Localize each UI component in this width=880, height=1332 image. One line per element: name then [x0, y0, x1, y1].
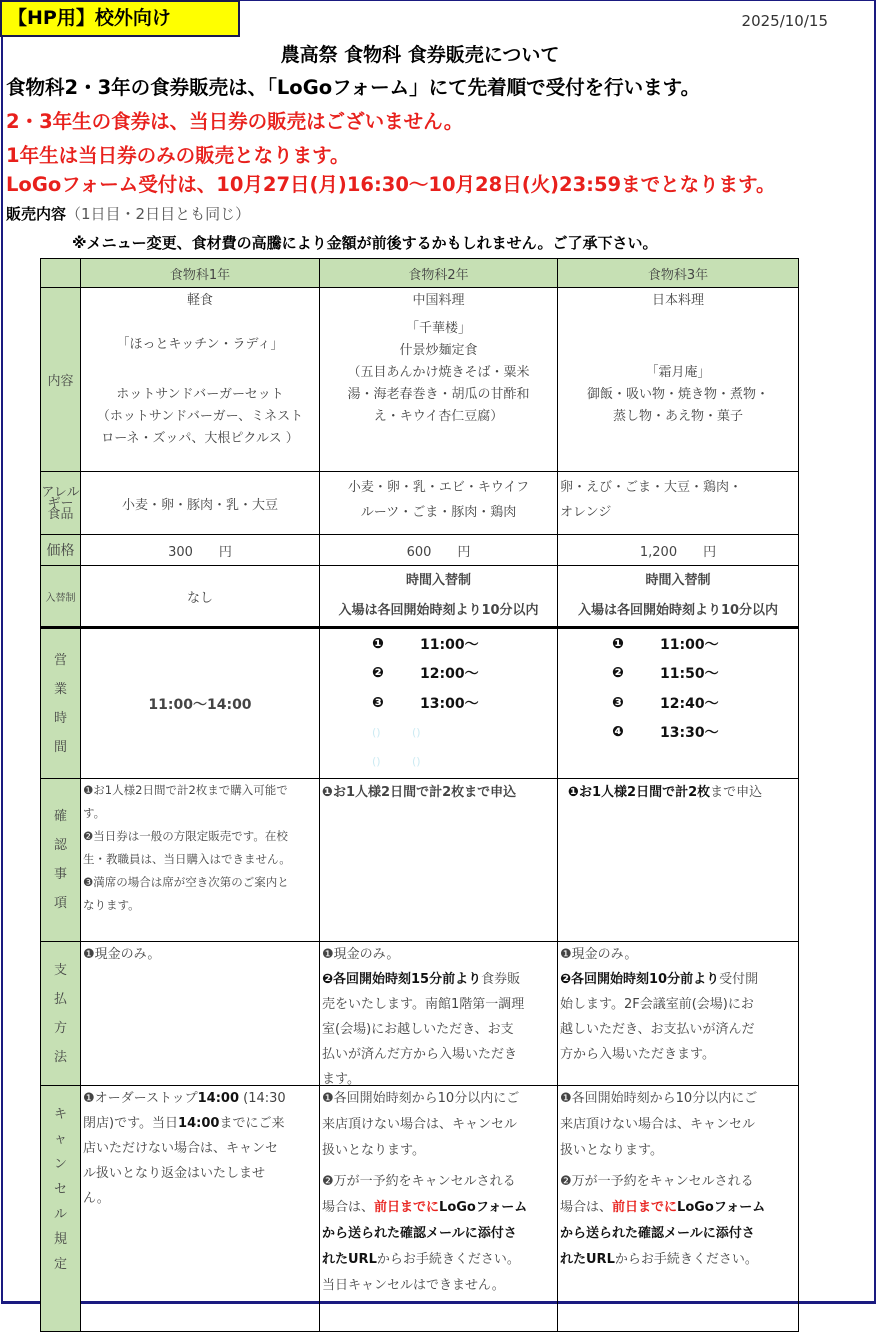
price-value: 300: [168, 544, 193, 560]
menu-table: [40, 258, 799, 1332]
cancel-line: [560, 1195, 798, 1221]
issue-date: 2025/10/15: [741, 12, 828, 30]
sales-heading: [6, 203, 250, 224]
payment-line: 払いが済んだ方から入場いただき: [322, 1047, 518, 1062]
slot-time: 12:40～: [660, 695, 719, 712]
confirm-line: なります。: [83, 898, 140, 912]
cancel-line: から送られた確認メールに添付さ: [322, 1226, 517, 1241]
payment-line: 売をいたします。南館1階第一調理: [322, 997, 525, 1012]
price-unit: 円: [703, 544, 717, 560]
sales-note: （1日目・2日目とも同じ）: [66, 205, 251, 223]
payment-line: 室(会場)にお越しいただき、お支: [322, 1022, 514, 1037]
allergy-line: ルーツ・ごま・豚肉・鶏肉: [360, 505, 517, 520]
row-label-cancel: [41, 1086, 81, 1332]
payment-line: 越しいただき、お支払いが済んだ: [560, 1022, 755, 1037]
slot-number: ❶: [372, 635, 384, 652]
slot-time: 13:00～: [420, 695, 479, 712]
payment-row: [41, 942, 799, 1086]
slot-time: 11:00～: [420, 636, 479, 653]
slot-time: 11:00～: [660, 636, 719, 653]
entry-type: 時間入替制: [405, 573, 471, 588]
menu-detail: （五目あんかけ焼きそば・粟米: [347, 365, 530, 380]
hours-year1: 11:00～14:00: [81, 628, 320, 779]
label-part: 業: [53, 681, 67, 697]
label-part: アレル: [41, 484, 80, 500]
row-label-entry: 入替制: [41, 566, 81, 628]
label-part: 規: [53, 1232, 67, 1247]
payment-line: 方から入場いただきます。: [560, 1047, 715, 1062]
time-slot: [372, 688, 557, 718]
cancel-line: [322, 1247, 557, 1273]
ghost-mark: (): [412, 755, 421, 769]
payment-text: 食券販: [481, 972, 521, 987]
menu-detail: （ホットサンドバーガー、ミネスト: [96, 409, 304, 424]
label-part: 方: [53, 1020, 67, 1036]
cancel-bold: 14:00: [178, 1116, 220, 1131]
cancel-text: (14:30: [239, 1091, 286, 1106]
allergy-year3: [558, 472, 799, 535]
cancel-line: 当日キャンセルはできません。: [322, 1278, 505, 1293]
cancel-text: 場合は、: [322, 1200, 375, 1215]
label-part: 事: [53, 867, 67, 882]
payment-year2: [320, 942, 558, 1086]
lead-text: 食物科2・3年の食券販売は、「LoGoフォーム」にて先着順で受付を行います。: [6, 76, 701, 99]
payment-line: ます。: [322, 1072, 360, 1085]
notice-red-2: 1年生は当日券のみの販売となります。: [6, 144, 350, 167]
genre: 軽食: [186, 293, 213, 308]
row-label-confirm: [41, 779, 81, 942]
label-part: キ: [53, 1107, 67, 1122]
price-notice: ※メニュー変更、食材費の高騰により金額が前後するかもしれません。ご了承下さい。: [72, 234, 658, 252]
allergy-line: 小麦・卵・乳・エビ・キウイフ: [347, 480, 530, 495]
slot-number: ❷: [372, 665, 384, 682]
hours-year2: [320, 628, 558, 779]
cancel-text: からお手続きください。: [376, 1252, 520, 1267]
allergy-year2: [320, 472, 558, 535]
payment-year3: [558, 942, 799, 1086]
row-label-hours: [41, 628, 81, 779]
cancel-line: 店いただけない場合は、キャンセ: [83, 1141, 279, 1156]
allergy-line: 卵・えび・ごま・大豆・鶏肉・: [560, 480, 743, 495]
label-part: 認: [53, 838, 67, 853]
time-slot: [372, 629, 557, 659]
cancel-line: ル扱いとなり返金はいたしませ: [83, 1166, 266, 1181]
content-year1: [81, 288, 320, 472]
menu-detail: え・キウイ杏仁豆腐）: [373, 409, 504, 424]
content-year2: [320, 288, 558, 472]
label-part: 支: [53, 962, 67, 978]
page-title: 農高祭 食物科 食券販売について: [280, 44, 560, 66]
hours-row: [41, 628, 799, 779]
payment-bold: ❷各回開始時刻10分前より: [560, 972, 720, 987]
confirm-rest: まで申込: [710, 785, 763, 800]
ghost-mark: (): [372, 755, 381, 769]
corner-cell: [41, 259, 81, 288]
row-label-price: 価格: [41, 535, 81, 566]
label-part: 確: [53, 809, 67, 824]
cancel-text: までにご来: [219, 1116, 285, 1131]
cancel-red: 前日までに: [374, 1200, 440, 1215]
payment-text: 受付開: [719, 972, 759, 987]
confirm-year1: [81, 779, 320, 942]
menu-detail: 蒸し物・あえ物・菓子: [612, 409, 743, 424]
sales-label: 販売内容: [6, 205, 67, 223]
entry-row: [41, 566, 799, 628]
price-row: [41, 535, 799, 566]
confirm-bold: ❶お1人様2日間で計2枚: [568, 785, 711, 800]
allergy-line: オレンジ: [560, 505, 612, 520]
confirm-line: ❸満席の場合は席が空き次第のご案内と: [83, 875, 289, 889]
entry-type: 時間入替制: [645, 573, 711, 588]
slot-number: ❶: [612, 635, 624, 652]
menu-name: ホットサンドバーガーセット: [116, 387, 284, 402]
cancel-bold: れたURL: [560, 1252, 615, 1267]
genre: 中国料理: [412, 293, 465, 308]
time-slot: [612, 718, 798, 748]
price-year3: [558, 535, 799, 566]
cancel-line: 扱いとなります。: [560, 1143, 663, 1158]
content-year3: [558, 288, 799, 472]
price-value: 600: [406, 544, 432, 560]
cancel-year2: [320, 1086, 558, 1332]
slot-time: 12:00～: [420, 666, 479, 683]
label-part: 項: [53, 896, 67, 911]
confirm-year2: ❶お1人様2日間で計2枚まで申込: [320, 779, 558, 942]
confirm-year3: [558, 779, 799, 942]
payment-line: ❶現金のみ。: [322, 947, 400, 962]
cancel-text: ❶オーダーストップ: [83, 1091, 198, 1106]
cancel-line: 来店頂けない場合は、キャンセル: [560, 1117, 756, 1132]
row-label-content: 内容: [41, 288, 81, 472]
slot-time: 11:50～: [660, 666, 719, 683]
cancel-bold: れたURL: [322, 1252, 377, 1267]
price-unit: 円: [457, 544, 471, 560]
confirm-row: [41, 779, 799, 942]
confirm-line: す。: [83, 806, 106, 820]
cancel-line: 扱いとなります。: [322, 1143, 425, 1158]
content-row: [41, 288, 799, 472]
cancel-line: ❷万が一予約をキャンセルされる: [560, 1174, 754, 1189]
cancel-row: [41, 1086, 799, 1332]
price-year2: [320, 535, 558, 566]
header-row: [41, 259, 799, 288]
payment-line: 始します。2F会議室前(会場)にお: [560, 997, 754, 1012]
label-part: ャ: [53, 1132, 67, 1147]
cancel-line: [560, 1247, 798, 1273]
menu-name: 什景炒麺定食: [399, 343, 478, 358]
column-header-year1: 食物科1年: [81, 259, 320, 288]
label-part: セ: [53, 1182, 67, 1197]
price-unit: 円: [218, 544, 232, 560]
cancel-text: 場合は、: [560, 1200, 613, 1215]
time-slot: [612, 688, 798, 718]
cancel-line: ❶各回開始時刻から10分以内にご: [560, 1091, 758, 1106]
shop-name: 「千華楼」: [405, 321, 471, 336]
slot-time: 13:30～: [660, 725, 719, 742]
entry-rule: 入場は各回開始時刻より10分以内: [338, 603, 539, 618]
menu-detail: 湯・海老春巻き・胡瓜の甘酢和: [347, 387, 530, 402]
menu-detail: 御飯・吸い物・焼き物・煮物・: [586, 387, 769, 402]
column-header-year3: 食物科3年: [558, 259, 799, 288]
notice-red-1: 2・3年生の食券は、当日券の販売はございません。: [6, 110, 464, 133]
ghost-placeholder: [372, 718, 557, 748]
label-part: 定: [53, 1257, 67, 1272]
cancel-line: ❶各回開始時刻から10分以内にご: [322, 1091, 520, 1106]
cancel-line: [83, 1111, 319, 1136]
row-label-allergy: [41, 472, 81, 535]
label-part: 払: [53, 991, 67, 1007]
time-slot: [372, 659, 557, 689]
ghost-placeholder: [372, 747, 557, 777]
confirm-line: ❷当日券は一般の方限定販売です。在校: [83, 829, 288, 843]
ghost-mark: (): [412, 725, 421, 739]
label-part: 法: [53, 1049, 67, 1065]
cancel-bold: LoGoフォーム: [439, 1200, 528, 1215]
time-slot: [612, 659, 798, 689]
audience-label: 【HP用】校外向け: [0, 0, 240, 37]
label-part: 時: [53, 710, 67, 726]
menu-detail: ローネ・ズッパ、大根ピクルス ）: [101, 431, 299, 446]
slot-number: ❷: [612, 665, 624, 682]
cancel-line: [83, 1086, 319, 1111]
shop-name: 「ほっとキッチン・ラディ」: [116, 337, 284, 352]
confirm-line: 生・教職員は、当日購入はできません。: [83, 852, 291, 866]
cancel-red: 前日までに: [612, 1200, 678, 1215]
entry-rule: 入場は各回開始時刻より10分以内: [577, 603, 779, 618]
price-year1: [81, 535, 320, 566]
allergy-row: [41, 472, 799, 535]
notice-red-3: LoGoフォーム受付は、10月27日(月)16:30～10月28日(火)23:59までとなります。: [6, 173, 776, 196]
genre: 日本料理: [651, 293, 704, 308]
shop-name: 「霜月庵」: [645, 365, 711, 380]
hours-year3: [558, 628, 799, 779]
cancel-text: 閉店)です。当日: [83, 1116, 179, 1131]
cancel-line: ❷万が一予約をキャンセルされる: [322, 1174, 516, 1189]
cancel-year3: [558, 1086, 799, 1332]
cancel-line: から送られた確認メールに添付さ: [560, 1226, 755, 1241]
cancel-bold: LoGoフォーム: [677, 1200, 766, 1215]
entry-year3: [558, 566, 799, 628]
cancel-year1: [81, 1086, 320, 1332]
cancel-line: [322, 1195, 557, 1221]
label-part: 営: [53, 652, 67, 668]
cancel-bold: 14:00: [197, 1091, 240, 1106]
payment-year1: ❶現金のみ。: [81, 942, 320, 1086]
cancel-line: ん。: [83, 1191, 110, 1206]
label-part: ン: [53, 1157, 67, 1172]
label-part: ギー: [47, 495, 74, 511]
payment-line: [560, 967, 798, 992]
payment-bold: ❷各回開始時刻15分前より: [322, 972, 482, 987]
price-value: 1,200: [639, 544, 678, 560]
slot-number: ❹: [612, 724, 624, 741]
ghost-mark: (): [372, 725, 381, 739]
entry-year1: なし: [81, 566, 320, 628]
label-part: ル: [53, 1207, 67, 1222]
label-part: 食品: [47, 506, 74, 522]
confirm-line: ❶お1人様2日間で計2枚まで購入可能で: [83, 783, 288, 797]
row-label-payment: [41, 942, 81, 1086]
time-slot: [612, 629, 798, 659]
allergy-year1: 小麦・卵・豚肉・乳・大豆: [81, 472, 320, 535]
slot-number: ❸: [612, 694, 624, 711]
entry-year2: [320, 566, 558, 628]
slot-number: ❸: [372, 694, 384, 711]
label-part: 間: [53, 739, 67, 755]
cancel-line: 来店頂けない場合は、キャンセル: [322, 1117, 518, 1132]
payment-line: [322, 967, 557, 992]
payment-line: ❶現金のみ。: [560, 947, 638, 962]
cancel-text: からお手続きください。: [614, 1252, 758, 1267]
column-header-year2: 食物科2年: [320, 259, 558, 288]
